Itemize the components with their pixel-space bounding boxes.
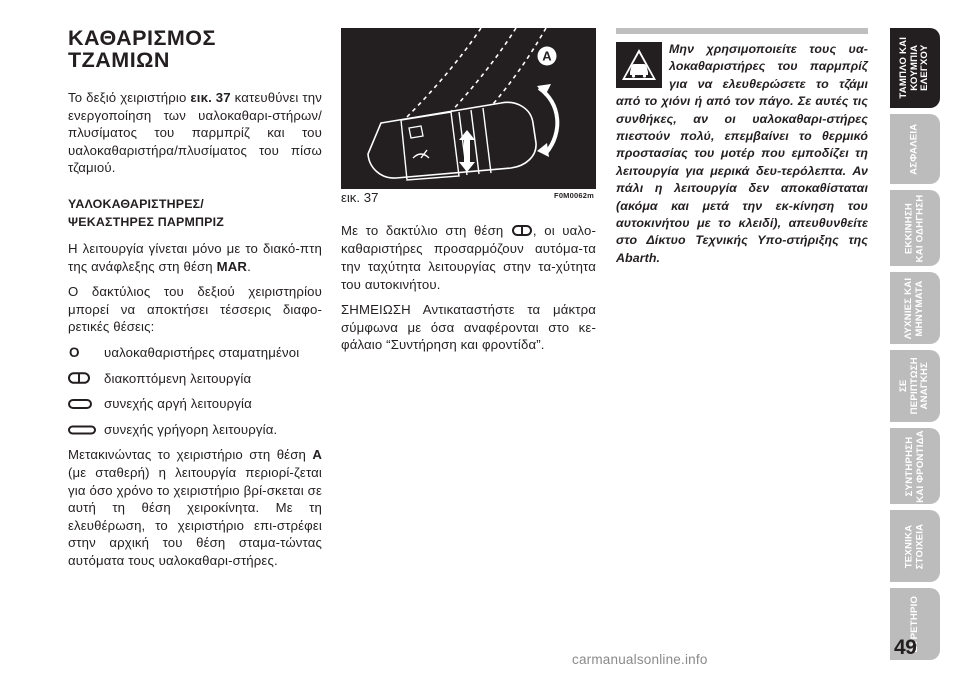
tab-starting-driving-label: ΕΚΚΙΝΗΣΗ ΚΑΙ ΟΔΗΓΗΣΗ xyxy=(903,194,926,262)
intro-paragraph xyxy=(68,89,322,177)
tab-lights-messages-label: ΛΥΧΝΙΕΣ ΚΑΙ ΜΗΝΥΜΑΤΑ xyxy=(903,277,925,339)
intermittent-inline-icon xyxy=(512,223,532,241)
watermark: carmanualsonline.info xyxy=(572,652,708,667)
tab-dashboard-controls-label: ΤΑΜΠΛΟ ΚΑΙ ΚΟΥΜΠΙΑ ΕΛΕΓΧΟΥ xyxy=(898,37,931,99)
tab-lights-messages[interactable] xyxy=(890,272,940,344)
tab-safety-label: ΑΣΦΑΛΕΙΑ xyxy=(908,123,920,175)
mode-intermittent xyxy=(68,370,322,388)
subheading-line-1: ΥΑΛΟΚΑΘΑΡΙΣΤΗΡΕΣ/ xyxy=(68,196,204,211)
warning-box xyxy=(616,28,868,267)
car-warning-icon xyxy=(616,42,662,88)
intermittent-symbol-icon xyxy=(68,372,104,384)
warning-top-bar xyxy=(616,28,868,34)
figure-code: F0M0062m xyxy=(554,191,594,200)
chapter-tabs xyxy=(890,28,940,666)
auto-mode-text-end: , οι υαλο-καθαριστήρες προσαρμόζουν αυτόμα-τα την ταχύτητα λειτουργίας στην τα-χύτητα του αυτοκινήτου. xyxy=(341,223,596,292)
subheading-line-2: ΨΕΚΑΣΤΗΡΕΣ ΠΑΡΜΠΡΙΖ xyxy=(68,214,225,229)
position-a-paragraph xyxy=(68,446,322,569)
left-column xyxy=(68,28,322,577)
tab-maintenance[interactable] xyxy=(890,428,940,504)
warning-text: Μην χρησιμοποιείτε τους υα-λοκαθαριστήρες του παρμπρίζ για να ελευθερώσετε το τζάμι από το χιόνι ή από τον πάγο. Σε αυτές τις συνθήκες, αν οι υαλοκαθαρι-στήρες πιεστούν πολύ, επεμβαίνει το θερμικό προστασίας του μοτέρ που εμποδίζει τη λειτουργία για μερικά δευ-τερόλεπτα. Αν πάλι η λειτουργία δεν αποκαθίσταται (ακόμα και μετά την εκ-κίνηση του αυτοκινήτου με το κλειδί), απευθυνθείτε στο Δίκτυο Τεχνικής Υπο-στήριξης της Abarth. xyxy=(616,42,868,265)
tab-index-label: ΕΥΡΕΤΗΡΙΟ xyxy=(908,595,920,653)
wiper-stalk-figure xyxy=(341,28,596,189)
mode-slow-label: συνεχής αργή λειτουργία xyxy=(104,396,252,412)
tab-maintenance-label: ΣΥΝΤΗΡΗΣΗ ΚΑΙ ΦΡΟΝΤΙΔΑ xyxy=(903,429,926,503)
note-paragraph: ΣΗΜΕΙΩΣΗ Αντικαταστήστε τα μάκτρα σύμφωνα με όσα αναφέρονται στο κε-φάλαιο “Συντήρηση και φροντίδα”. xyxy=(341,302,596,353)
mode-off xyxy=(68,344,322,362)
ignition-text-end: . xyxy=(247,258,251,274)
tab-technical-data-label: ΤΕΧΝΙΚΑ ΣΤΟΙΧΕΙΑ xyxy=(903,523,925,569)
wiper-stalk-illustration xyxy=(341,28,596,189)
ignition-position: MAR xyxy=(216,258,248,274)
tab-safety[interactable] xyxy=(890,114,940,184)
mode-fast xyxy=(68,421,322,439)
figure-label: εικ. 37 xyxy=(341,190,379,205)
intro-text-end: κατευθύνει την ενεργοποίηση των υαλοκαθαρι-στήρων/πλυσίματος του παρμπρίζ και του υαλοκαθαριστήρα/πλυσίματος του πίσω τζαμιού. xyxy=(68,90,322,176)
off-symbol-text: O xyxy=(69,345,80,361)
slow-continuous-symbol-icon xyxy=(68,398,104,410)
mode-slow xyxy=(68,395,322,413)
ignition-paragraph xyxy=(68,240,322,275)
position-a-text: Μετακινώντας το χειριστήριο στη θέση xyxy=(68,447,313,463)
section-title: ΚΑΘΑΡΙΣΜΟΣ ΤΖΑΜΙΩΝ xyxy=(68,26,216,72)
off-symbol-icon xyxy=(68,345,104,360)
subheading xyxy=(68,195,322,231)
tab-emergency-label: ΣΕ ΠΕΡΙΠΤΩΣΗ ΑΝΑΓΚΗΣ xyxy=(898,357,931,415)
intro-text-start: Το δεξιό χειριστήριο xyxy=(68,90,191,105)
figure-caption xyxy=(341,190,596,208)
tab-dashboard-controls[interactable] xyxy=(890,28,940,108)
mode-off-label: υαλοκαθαριστήρες σταματημένοι xyxy=(104,345,300,361)
position-a-text-end: (με σταθερή) η λειτουργία περιορί-ζεται για όσο χρόνο το χειριστήριο βρί-σκεται σε αυτή τη θέση χειροκίνητα. Με τη ελευθέρωση, το χειριστήριο επι-στρέφει στην αρχική του θέση σταμα-τώντας αυτόματα τους υαλοκαθαρι-στήρες. xyxy=(68,464,322,568)
figure-marker-a: A xyxy=(542,48,552,64)
position-a-letter: A xyxy=(312,447,322,463)
positions-intro: Ο δακτύλιος του δεξιού χειριστηρίου μπορεί να αποκτήσει τέσσερις διαφο-ρετικές θέσεις: xyxy=(68,284,322,335)
tab-technical-data[interactable] xyxy=(890,510,940,582)
ignition-text: Η λειτουργία γίνεται μόνο με το διακό-πτη της ανάφλεξης στη θέση xyxy=(68,240,322,274)
tab-emergency[interactable] xyxy=(890,350,940,422)
auto-mode-paragraph xyxy=(341,222,596,293)
page-number: 49 xyxy=(894,636,917,659)
auto-mode-text: Με το δακτύλιο στη θέση xyxy=(341,223,511,238)
middle-column xyxy=(341,222,596,362)
mode-fast-label: συνεχής γρήγορη λειτουργία. xyxy=(104,422,278,438)
tab-starting-driving[interactable] xyxy=(890,190,940,266)
mode-intermittent-label: διακοπτόμενη λειτουργία xyxy=(104,370,252,386)
figure-reference: εικ. 37 xyxy=(190,90,231,105)
fast-continuous-symbol-icon xyxy=(68,424,104,436)
